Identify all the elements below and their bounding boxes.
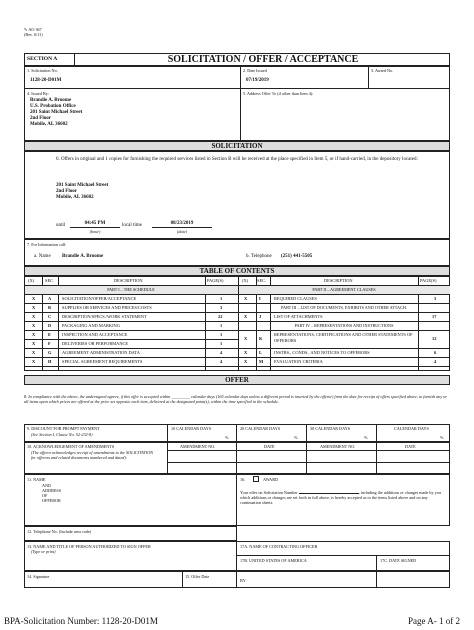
discount-label: 9. DISCOUNT FOR PROMPT PAYMENT: [27, 426, 100, 431]
telephone-value: (251) 441-5505: [281, 254, 313, 259]
depository-line: 201 Saint Michael Street: [56, 183, 109, 188]
toc-row: X B SUPPLIES OR SERVICES AND PRICES/COSTS 3: [32, 305, 223, 310]
offeror-line: ADDRESS: [42, 488, 62, 493]
amendment-no-col: AMENDMENT NO.: [180, 444, 216, 449]
date-issued-value: 07/19/2019: [246, 78, 269, 83]
date-col: DATE: [405, 444, 416, 449]
issued-line: 2nd Floor: [30, 116, 51, 121]
offeror-address-labels: [42, 483, 61, 503]
local-time-label: local time: [122, 223, 142, 228]
toc-part4: PART IV – REPRESENTATIONS AND INSTRUCTIONS: [294, 323, 394, 328]
section-label: SECTION A: [27, 56, 58, 62]
contracting-officer-label: 17A. NAME OF CONTRACTING OFFICER: [240, 544, 318, 549]
footer-page: Page A- 1 of 2: [408, 616, 460, 626]
toc-col-x: (X): [242, 278, 249, 283]
amendments-sub: (The offeror acknowledges receipt of amendments to the SOLICITATION for offerors and related documents numbered and dated):: [31, 450, 154, 460]
solicitation-no-value: 1128-20-D01M: [30, 78, 62, 83]
hour-caption: (hour): [89, 229, 101, 234]
info-call-label: 7. For Information call:: [27, 242, 67, 247]
date-issued-label: 2. Date Issued: [243, 68, 267, 73]
issued-line: Brandie A. Broome: [30, 98, 72, 103]
pct-other: %: [440, 435, 444, 440]
toc-row: X L INSTRS., CONDS., AND NOTICES TO OFFERORS 6: [244, 350, 437, 355]
address-offer-label: 5. Address Offer To (if other than Item 4):: [243, 91, 314, 96]
offeror-name-label: 11. NAME: [27, 477, 46, 482]
toc-row: X H SPECIAL AGREEMENT REQUIREMENTS 4: [32, 359, 223, 364]
toc-row: X E INSPECTION AND ACCEPTANCE 1: [32, 332, 223, 337]
award-number-label: 16.: [240, 477, 246, 482]
contact-name-label: a. Name: [34, 254, 51, 259]
discount-30: 30 CALENDAR DAYS: [310, 426, 351, 431]
toc-part2: PART II – AGREEMENT CLAUSES: [312, 287, 376, 292]
form-revision: (Rev. 6/11): [24, 32, 43, 37]
offeror-line: AND: [42, 483, 52, 488]
signer-name-label: 13. NAME AND TITLE OF PERSON AUTHORIZED TO SIGN OFFER: [27, 544, 151, 549]
toc-row: X A SOLICITATION/OFFER/ACCEPTANCE 1: [32, 296, 223, 301]
solicitation-header: SOLICITATION: [24, 141, 450, 151]
issued-line: 201 Saint Michael Street: [30, 110, 83, 115]
due-date: 08/23/2019: [152, 221, 212, 228]
toc-row: X M EVALUATION CRITERIA 4: [244, 359, 437, 364]
pct-20: %: [294, 435, 298, 440]
due-time: 04:45 PM: [70, 221, 120, 228]
toc-col-desc: DESCRIPTION: [324, 278, 353, 283]
award-text: Your offer on Solicitation Number , including the additions or changes made by you which additions or changes are set forth in full above, is hereby accepted as to the items listed above and on any continuation sheets.: [240, 490, 441, 505]
toc-col-sec: SEC.: [257, 278, 267, 283]
form-code-text: AO 367: [28, 27, 42, 32]
issued-line: Mobile, AL 36602: [30, 122, 68, 127]
depository-address: [56, 183, 108, 201]
offer-date-label: 15. Offer Date: [185, 574, 210, 579]
toc-row: X G AGREEMENT ADMINISTRATION DATA 4: [32, 350, 223, 355]
form-mark-icon: ✎: [24, 27, 28, 32]
discount-other: CALENDAR DAYS: [394, 426, 429, 431]
telephone-label: b. Telephone: [246, 254, 272, 259]
by-label: BY: [240, 578, 246, 583]
toc-part1: PART I – THE SCHEDULE: [107, 287, 155, 292]
pct-30: %: [364, 435, 368, 440]
top-box: [24, 66, 450, 141]
toc-row: X F DELIVERIES OR PERFORMANCE 1: [32, 341, 223, 346]
date-signed-label: 17C. DATE SIGNED: [380, 558, 417, 563]
discount-10: 10 CALENDAR DAYS: [171, 426, 212, 431]
item7-box: [24, 239, 450, 266]
toc-col-desc: DESCRIPTION: [114, 278, 143, 283]
toc-row: X J LIST OF ATTACHMENTS 17: [244, 314, 437, 319]
award-no-label: 3. Award No.: [371, 68, 394, 73]
toc-col-x: (X): [28, 278, 35, 283]
item14-box: [24, 571, 450, 588]
toc-row: X I REQUIRED CLAUSES 3: [244, 296, 437, 301]
depository-line: Mobile, AL 36602: [56, 195, 94, 200]
toc-header: TABLE OF CONTENTS: [24, 266, 450, 276]
contact-name-value: Brandie A. Broome: [62, 254, 104, 259]
offeror-line: OF: [42, 493, 48, 498]
award-label: AWARD: [263, 477, 279, 482]
depository-line: 2nd Floor: [56, 189, 77, 194]
amendment-no-col: AMENDMENT NO.: [320, 444, 356, 449]
pct-10: %: [225, 435, 229, 440]
toc-row: X D PACKAGING AND MARKING 1: [32, 323, 223, 328]
discount-20: 20 CALENDAR DAYS: [240, 426, 281, 431]
toc-column-headers: [24, 276, 450, 285]
item6-text: 6. Offers in original and 1 copies for furnishing the required services listed in Section B will be received at the place specified in Item 5, or if hand-carried, in the depository located:: [56, 157, 418, 162]
form-title: SOLICITATION / OFFER / ACCEPTANCE: [167, 54, 359, 65]
toc-row: X C DESCRIPTION/SPECS./WORK STATEMENT 22: [32, 314, 223, 319]
toc-col-pages: PAGE(S): [420, 278, 437, 283]
toc-col-sec: SEC.: [45, 278, 55, 283]
footer-solicitation: BPA-Solicitation Number: 1128-20-D01M: [4, 616, 158, 626]
signature-label: 14. Signature: [27, 574, 50, 579]
amendments-label: 10. ACKNOWLEDGEMENT OF AMENDMENTS: [27, 444, 115, 449]
award-checkbox[interactable]: [253, 476, 259, 482]
telephone-no-label: 12. Telephone No. (Include area code): [27, 529, 92, 534]
date-col: DATE: [264, 444, 275, 449]
solicitation-no-label: 1. Solicitation No.: [27, 68, 58, 73]
item8-text: 8. In compliance with the above, the undersigned agrees, if this offer is accepted within _________ calendar days (165 calendar days unless a different period is inserted by the offeror) from the date for receipt of offers specified above, to furnish any or all items upon which prices are offered at the price set opposite each item, delivered at the designated point(s), within the time specified in the schedule.: [24, 394, 448, 404]
issued-by-label: 4. Issued By:: [27, 91, 49, 96]
toc-row: X K REPRESENTATIONS, CERTIFICATIONS AND OTHER STATEMENTS OF OFFERORS 12: [244, 332, 437, 343]
issued-line: U.S. Probation Office: [30, 104, 76, 109]
offeror-line: OFFEROR: [42, 498, 61, 503]
offer-header: OFFER: [24, 375, 450, 385]
date-caption: (date): [177, 229, 187, 234]
toc-part3: PART III – LIST OF DOCUMENTS, EXHIBITS AND OTHER ATTACH.: [281, 305, 407, 310]
toc-col-pages: PAGE(S): [207, 278, 224, 283]
issued-by-address: [30, 98, 82, 128]
until-label: until: [56, 223, 66, 228]
discount-sub: (See Section I, Clause No. 52-232-8): [31, 432, 93, 437]
usa-label: 17B. UNITED STATES OF AMERICA: [240, 558, 307, 563]
signer-name-sub: (Type or print): [31, 549, 56, 554]
